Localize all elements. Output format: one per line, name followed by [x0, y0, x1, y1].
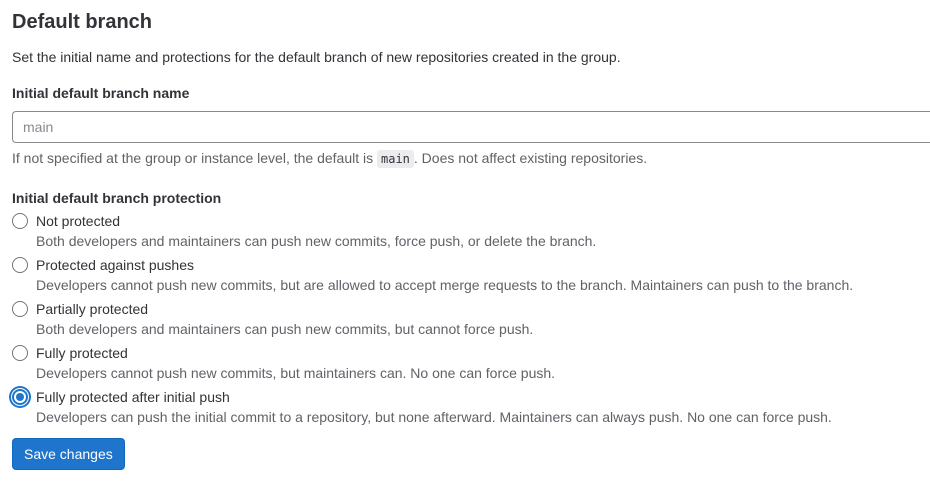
radio-option-fully-protected-after-initial-push[interactable] [12, 388, 930, 432]
radio-help: Developers cannot push new commits, but are allowed to accept merge requests to the branch. Maintainers can push to the branch. [36, 277, 854, 293]
protection-radio-group [12, 212, 930, 432]
radio-help: Developers can push the initial commit to a repository, but none afterward. Maintainers can always push. No one can force push. [36, 409, 832, 425]
default-branch-code: main [377, 150, 414, 168]
radio-option-fully-protected[interactable] [12, 344, 930, 388]
branch-name-input[interactable] [12, 111, 930, 143]
section-title: Default branch [12, 11, 153, 33]
branch-name-help-suffix: . Does not affect existing repositories. [413, 150, 648, 166]
save-changes-button[interactable]: Save changes [12, 438, 125, 470]
radio-fully-protected-after-initial-push[interactable] [12, 389, 28, 405]
radio-partially-protected[interactable] [12, 301, 28, 317]
branch-name-label: Initial default branch name [12, 85, 190, 101]
radio-option-not-protected[interactable] [12, 212, 930, 256]
radio-option-partially-protected[interactable] [12, 300, 930, 344]
radio-label[interactable]: Partially protected [36, 301, 149, 317]
radio-help: Both developers and maintainers can push new commits, but cannot force push. [36, 321, 534, 337]
radio-protected-against-pushes[interactable] [12, 257, 28, 273]
radio-not-protected[interactable] [12, 213, 28, 229]
branch-name-help-text: If not specified at the group or instance level, the default is [12, 150, 374, 166]
radio-label[interactable]: Fully protected after initial push [36, 389, 230, 405]
radio-label[interactable]: Fully protected [36, 345, 128, 361]
radio-option-protected-against-pushes[interactable] [12, 256, 930, 300]
branch-name-help [12, 149, 930, 168]
radio-label[interactable]: Not protected [36, 213, 121, 229]
radio-help: Developers cannot push new commits, but maintainers can. No one can force push. [36, 365, 556, 381]
section-description: Set the initial name and protections for the default branch of new repositories created in the group. [12, 49, 621, 65]
radio-fully-protected[interactable] [12, 345, 28, 361]
radio-label[interactable]: Protected against pushes [36, 257, 194, 273]
radio-help: Both developers and maintainers can push new commits, force push, or delete the branch. [36, 233, 597, 249]
protection-label: Initial default branch protection [12, 190, 222, 206]
